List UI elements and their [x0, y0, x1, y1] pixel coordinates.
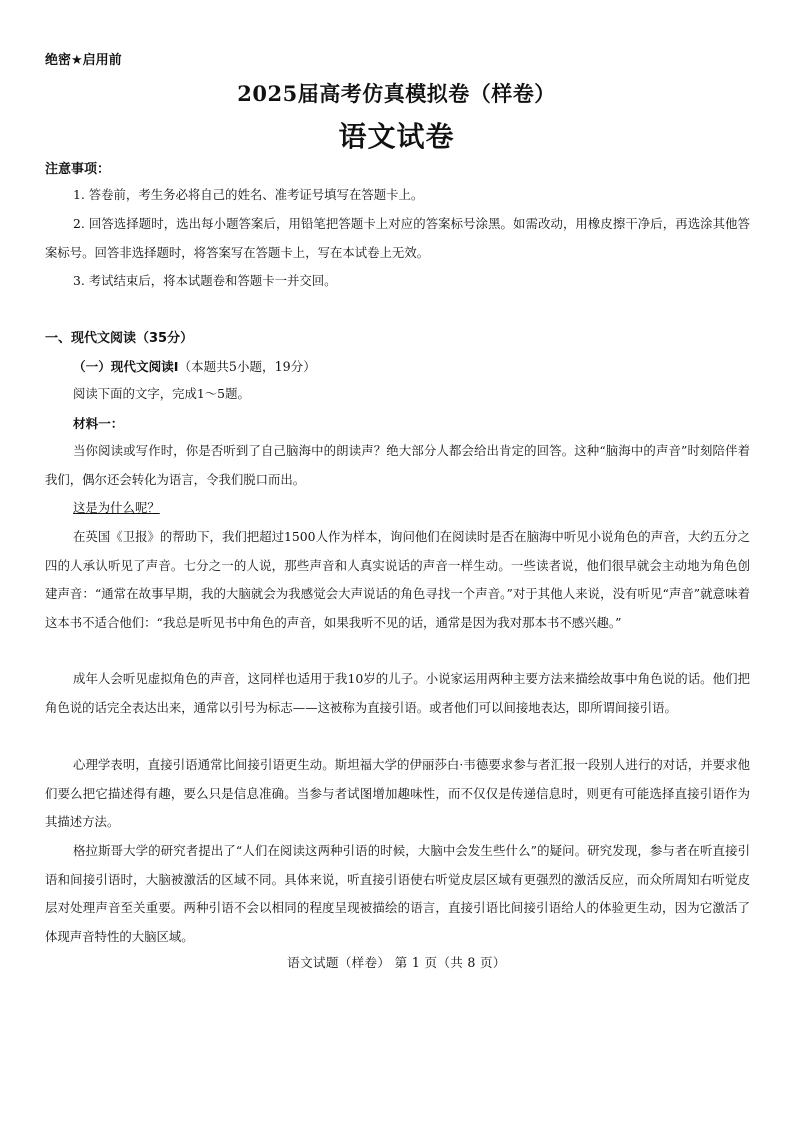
passage-paragraph: 成年人会听见虚拟角色的声音，这同样也适用于我10岁的儿子。小说家运用两种主要方法来描绘故事中角色说的话。他们把角色说的话完全表达出来，通常以引号为标志——这被称为直接引语。或者他们可以间接地表达，即所谓间接引语。 — [45, 671, 750, 715]
subject-title: 语文试卷 — [338, 120, 455, 153]
passage-paragraph: 格拉斯哥大学的研究者提出了“人们在阅读这两种引语的时候，大脑中会发生些什么”的疑问。研究发现，参与者在听直接引语和间接引语时，大脑被激活的区域不同。具体来说，听直接引语使右听觉皮层区域有更强烈的激活反应，而众所周知右听觉皮层对处理声音至关重要。两种引语不会以相同的程度呈现被描绘的语言，直接引语比间接引语给人的体验更生动，因为它激活了体现声音特性的大脑区域。 — [45, 843, 750, 944]
passage-paragraph: 当你阅读或写作时，你是否听到了自己脑海中的朗读声？绝大部分人都会给出肯定的回答。这种“脑海中的声音”时刻陪伴着我们，偶尔还会转化为语言，令我们脱口而出。 — [45, 443, 750, 487]
exam-title: 2025届高考仿真模拟卷（样卷） — [237, 81, 556, 106]
sub-section-heading — [73, 356, 316, 375]
passage-paragraph: 心理学表明，直接引语通常比间接引语更生动。斯坦福大学的伊丽莎白·韦德要求参与者汇报一段别人进行的对话，并要求他们要么把它描述得有趣，要么只是信息准确。当参与者试图增加趣味性，而不仅仅是传递信息时，则更有可能选择直接引语作为其描述方法。 — [45, 757, 750, 829]
sub-section-note: （本题共5小题，19分） — [178, 359, 316, 374]
passage-paragraph: 在英国《卫报》的帮助下，我们把超过1500人作为样本，询问他们在阅读时是否在脑海中听见小说角色的声音，大约五分之四的人承认听见了声音。七分之一的人说，那些声音和人真实说话的声音一样生动。一些读者说，他们很早就会主动地为角色创建声音：“通常在故事早期，我的大脑就会为我感觉会大声说话的角色寻找一个声音。”对于其他人来说，没有听见“声音”就意味着这本书不适合他们：“我总是听见书中角色的声音，如果我听不见的话，通常是因为我对那本书不感兴趣。” — [45, 529, 750, 630]
notice-heading: 注意事项： — [45, 162, 111, 177]
section-heading: 一、现代文阅读（35分） — [45, 331, 194, 346]
passage-question-line: 这是为什么呢？ — [73, 500, 160, 515]
notice-item-2: 2. 回答选择题时，选出每小题答案后，用铅笔把答题卡上对应的答案标号涂黑。如需改动，用橡皮擦干净后，再选涂其他答案标号。回答非选择题时，将答案写在答题卡上，写在本试卷上无效。 — [45, 216, 750, 260]
notice-item-3: 3. 考试结束后，将本试题卷和答题卡一并交回。 — [73, 273, 337, 288]
page-footer: 语文试题（样卷） 第 1 页（共 8 页） — [287, 955, 506, 970]
material-label: 材料一： — [73, 416, 124, 431]
confidential-label: 绝密★启用前 — [45, 53, 122, 68]
notice-item-1: 1. 答卷前，考生务必将自己的姓名、准考证号填写在答题卡上。 — [73, 187, 424, 202]
sub-section-title: （一）现代文阅读Ⅰ — [73, 359, 179, 374]
reading-instruction: 阅读下面的文字，完成1～5题。 — [73, 386, 250, 401]
